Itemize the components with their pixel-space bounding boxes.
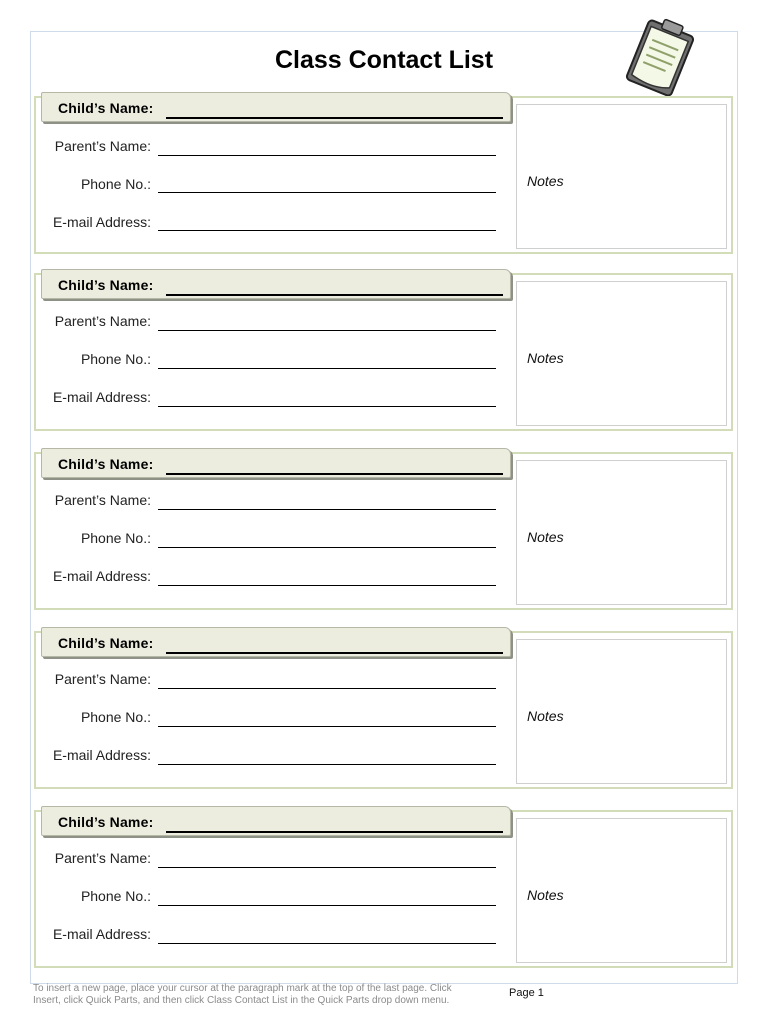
notes-box[interactable] (516, 639, 727, 784)
phone-label: Phone No.: (80, 351, 151, 367)
contact-entry-5 (34, 806, 733, 968)
notes-box[interactable] (516, 104, 727, 249)
parent-name-field[interactable] (158, 509, 496, 510)
page-number: Page 1 (509, 987, 544, 999)
email-field[interactable] (158, 764, 496, 765)
email-field[interactable] (158, 585, 496, 586)
email-field[interactable] (158, 406, 496, 407)
page-title: Class Contact List (274, 46, 494, 74)
parent-name-field[interactable] (158, 688, 496, 689)
phone-label: Phone No.: (80, 888, 151, 904)
child-name-label: Child’s Name: (58, 814, 154, 830)
notes-box[interactable] (516, 281, 727, 426)
child-name-field[interactable] (166, 831, 503, 833)
parent-name-label: Parent’s Name: (54, 138, 151, 154)
contact-entry-4 (34, 627, 733, 789)
child-name-label: Child’s Name: (58, 277, 154, 293)
notes-box[interactable] (516, 460, 727, 605)
child-name-bar (41, 806, 511, 836)
parent-name-field[interactable] (158, 867, 496, 868)
phone-field[interactable] (158, 192, 496, 193)
child-name-bar (41, 269, 511, 299)
email-label: E-mail Address: (52, 568, 151, 584)
child-name-bar (41, 448, 511, 478)
email-field[interactable] (158, 943, 496, 944)
email-label: E-mail Address: (52, 926, 151, 942)
phone-field[interactable] (158, 905, 496, 906)
parent-name-field[interactable] (158, 330, 496, 331)
parent-name-label: Parent’s Name: (54, 671, 151, 687)
child-name-field[interactable] (166, 473, 503, 475)
phone-label: Phone No.: (80, 176, 151, 192)
parent-name-field[interactable] (158, 155, 496, 156)
parent-name-label: Parent’s Name: (54, 313, 151, 329)
contact-entry-2 (34, 269, 733, 431)
phone-field[interactable] (158, 368, 496, 369)
child-name-bar (41, 92, 511, 122)
notes-box[interactable] (516, 818, 727, 963)
parent-name-label: Parent’s Name: (54, 492, 151, 508)
notes-label: Notes (527, 887, 564, 903)
phone-field[interactable] (158, 726, 496, 727)
child-name-field[interactable] (166, 652, 503, 654)
email-field[interactable] (158, 230, 496, 231)
phone-label: Phone No.: (80, 530, 151, 546)
notes-label: Notes (527, 350, 564, 366)
child-name-field[interactable] (166, 294, 503, 296)
phone-label: Phone No.: (80, 709, 151, 725)
clipboard-icon (620, 16, 700, 100)
child-name-label: Child’s Name: (58, 100, 154, 116)
notes-label: Notes (527, 529, 564, 545)
footer-instructions: To insert a new page, place your cursor at the paragraph mark at the top of the last page. Click Insert, click Quick Parts, and then click Class Contact List in the Quick Parts drop down menu. (33, 983, 452, 1006)
child-name-label: Child’s Name: (58, 635, 154, 651)
email-label: E-mail Address: (52, 214, 151, 230)
notes-label: Notes (527, 173, 564, 189)
contact-entry-1 (34, 92, 733, 254)
parent-name-label: Parent’s Name: (54, 850, 151, 866)
child-name-bar (41, 627, 511, 657)
phone-field[interactable] (158, 547, 496, 548)
contact-entry-3 (34, 448, 733, 610)
email-label: E-mail Address: (52, 389, 151, 405)
email-label: E-mail Address: (52, 747, 151, 763)
notes-label: Notes (527, 708, 564, 724)
child-name-label: Child’s Name: (58, 456, 154, 472)
child-name-field[interactable] (166, 117, 503, 119)
